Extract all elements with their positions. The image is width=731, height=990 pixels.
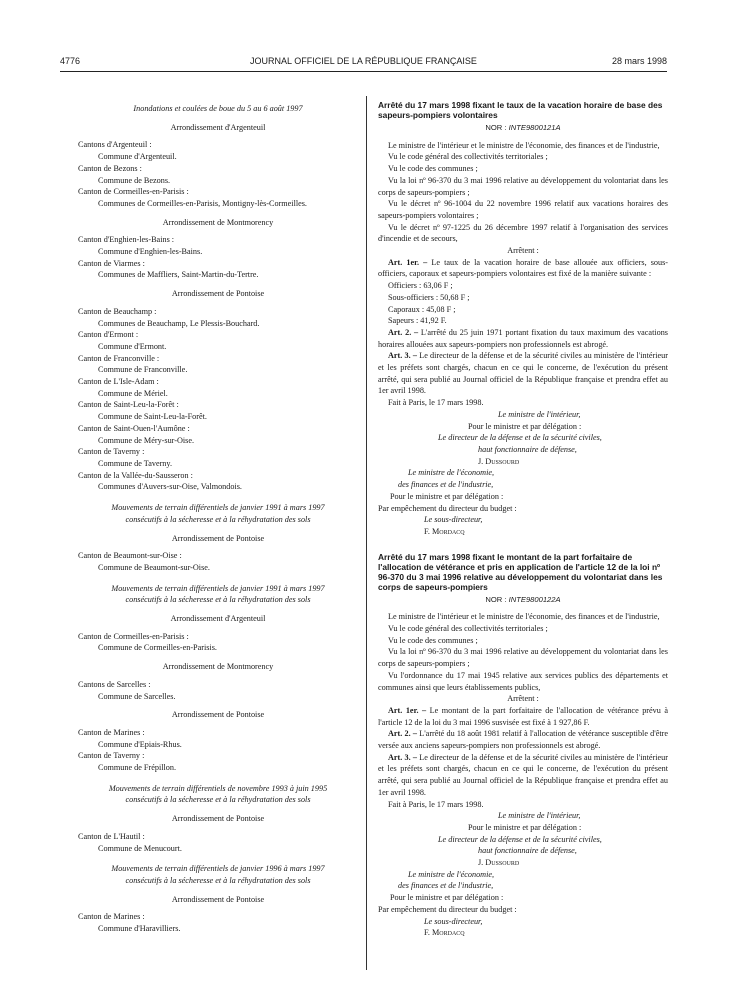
rate-line: Caporaux : 45,08 F ; <box>388 304 456 314</box>
canton-line: Canton de la Vallée-du-Sausseron : <box>78 470 193 480</box>
commune-line: Commune d'Haravilliers. <box>98 924 181 934</box>
commune-line: Commune d'Epiais-Rhus. <box>98 739 182 749</box>
canton-line: Canton de Cormeilles-en-Parisis : <box>78 631 189 641</box>
signature-line: Pour le ministre et par délégation : <box>468 822 582 832</box>
commune-line: Commune de Bezons. <box>98 175 171 185</box>
nor-label: NOR : <box>485 123 507 132</box>
signature-line: Pour le ministre et par délégation : <box>390 893 504 903</box>
arrondissement-heading: Arrondissement d'Argenteuil <box>170 122 266 132</box>
article-3 <box>378 752 668 799</box>
signature-line: des finances et de l'industrie, <box>398 480 494 490</box>
visa-line: Vu le code général des collectivités territoriales ; <box>388 624 548 634</box>
decree-allocation-veterance <box>378 552 668 939</box>
commune-line: Commune de Menucourt. <box>98 843 182 853</box>
nor-reference <box>378 122 668 134</box>
signature-line: Par empêchement du directeur du budget : <box>378 503 517 513</box>
section-title-line: consécutifs à la sécheresse et à la réhydratation des sols <box>125 795 311 805</box>
signature-line: haut fonctionnaire de défense, <box>478 444 577 454</box>
commune-line: Communes de Cormeilles-en-Parisis, Montigny-lès-Cormeilles. <box>98 198 307 208</box>
canton-line: Canton de Marines : <box>78 912 145 922</box>
header-rule <box>60 71 667 72</box>
commune-list <box>78 727 358 774</box>
signature-line: J. Dussourd <box>478 456 520 466</box>
signature-line: Le directeur de la défense et de la sécurité civiles, <box>438 834 602 844</box>
commune-list <box>78 911 358 934</box>
rate-line: Officiers : 63,06 F ; <box>388 281 453 291</box>
arrondissement-heading: Arrondissement de Montmorency <box>162 662 274 672</box>
commune-line: Commune de Méry-sur-Oise. <box>98 435 195 445</box>
signature-line: F. Mordacq <box>424 928 465 938</box>
commune-line: Commune de Beaumont-sur-Oise. <box>98 562 210 572</box>
canton-line: Canton de Viarmes : <box>78 258 145 268</box>
signature-line: Le ministre de l'intérieur, <box>498 811 581 821</box>
commune-line: Commune de Saint-Leu-la-Forêt. <box>98 412 207 422</box>
visa-line: Vu le code des communes ; <box>388 635 478 645</box>
visa-line: Vu le décret nº 96-1004 du 22 novembre 1996 relatif aux vacations horaires des sapeurs-pompiers volontaires ; <box>378 199 668 220</box>
article-2 <box>378 327 668 350</box>
commune-line: Commune de Sarcelles. <box>98 691 176 701</box>
commune-line: Commune de Frépillon. <box>98 763 177 773</box>
section-title <box>78 502 358 525</box>
signature-line: J. Dussourd <box>478 858 520 868</box>
canton-line: Canton de Saint-Leu-la-Forêt : <box>78 400 179 410</box>
article-label: Art. 1er. – <box>388 705 427 715</box>
section-title-line: Mouvements de terrain différentiels de janvier 1996 à mars 1997 <box>111 864 325 874</box>
article-text: Le directeur de la défense et de la sécurité civiles au ministère de l'intérieur et les préfets sont chargés, chacun en ce qui le concerne, de l'exécution du présent arrêté, qui sera publié au Journal officiel de la République française et prendra effet au 1er avril 1998. <box>378 752 669 797</box>
signature-line: F. Mordacq <box>424 526 465 536</box>
commune-line: Commune de Cormeilles-en-Parisis. <box>98 643 217 653</box>
nor-reference <box>378 594 668 606</box>
rate-line: Sapeurs : 41,92 F. <box>388 316 447 326</box>
arrondissement-heading: Arrondissement d'Argenteuil <box>170 614 266 624</box>
article-2 <box>378 728 668 751</box>
signature-place-date: Fait à Paris, le 17 mars 1998. <box>388 799 484 809</box>
signature-place-date: Fait à Paris, le 17 mars 1998. <box>388 398 484 408</box>
visa-line: Vu le code des communes ; <box>388 164 478 174</box>
commune-list <box>78 631 358 654</box>
article-text: Le taux de la vacation horaire de base allouée aux officiers, sous-officiers, caporaux et sapeurs-pompiers volontaires est fixé de la manière suivante : <box>378 257 669 279</box>
page-header <box>60 56 667 70</box>
visa-line: Vu le décret nº 97-1225 du 26 décembre 1997 relatif à l'organisation des services d'incendie et de secours, <box>378 222 668 244</box>
canton-line: Canton d'Ermont : <box>78 330 139 340</box>
left-column <box>78 100 358 935</box>
section-title-line: Mouvements de terrain différentiels de janvier 1991 à mars 1997 <box>111 583 325 593</box>
page-number: 4776 <box>60 56 81 66</box>
signature-line: Le directeur de la défense et de la sécurité civiles, <box>438 433 602 443</box>
commune-line: Commune d'Ermont. <box>98 341 167 351</box>
commune-line: Communes de Beauchamp, Le Plessis-Bouchard. <box>98 318 260 328</box>
article-3 <box>378 350 668 397</box>
article-text: Le montant de la part forfaitaire de l'allocation de vétérance prévu à l'article 12 de la loi du 3 mai 1996 susvisée est fixé à 1 927,86 F. <box>378 705 669 727</box>
section-title <box>78 583 358 606</box>
decree-title: Arrêté du 17 mars 1998 fixant le montant de la part forfaitaire de l'allocation de vétérance et pris en application de l'article 12 de la loi nº 96-370 du 3 mai 1996 relative au développement du volontariat dans les corps de sapeurs-pompiers <box>378 551 663 592</box>
signature-line: haut fonctionnaire de défense, <box>478 846 577 856</box>
arrondissement-heading: Arrondissement de Pontoise <box>171 894 265 904</box>
commune-list <box>78 831 358 854</box>
canton-line: Cantons d'Argenteuil : <box>78 140 152 150</box>
nor-value: INTE9800122A <box>508 594 561 604</box>
signature-line: Pour le ministre et par délégation : <box>390 491 504 501</box>
arrondissement-heading: Arrondissement de Pontoise <box>171 533 265 543</box>
commune-line: Commune d'Enghien-les-Bains. <box>98 247 203 257</box>
signature-line: Le sous-directeur, <box>424 916 483 926</box>
canton-line: Canton de Marines : <box>78 727 145 737</box>
arrondissement-heading: Arrondissement de Pontoise <box>171 710 265 720</box>
signature-line: Pour le ministre et par délégation : <box>468 421 582 431</box>
article-text: L'arrêté du 25 juin 1971 portant fixation du taux maximum des vacations horaires allouées aux sapeurs-pompiers non professionnels est abrogé. <box>378 327 668 349</box>
commune-line: Commune de Taverny. <box>98 458 173 468</box>
journal-title: JOURNAL OFFICIEL DE LA RÉPUBLIQUE FRANÇAISE <box>250 56 477 66</box>
issue-date: 28 mars 1998 <box>611 56 667 66</box>
canton-line: Cantons de Sarcelles : <box>78 679 151 689</box>
section-title <box>78 783 358 806</box>
visa-line: Vu l'ordonnance du 17 mai 1945 relative aux services publics des départements et communes ainsi que leurs établissements publics, <box>378 670 668 692</box>
section-title-line: Mouvements de terrain différentiels de novembre 1993 à juin 1995 <box>108 783 328 793</box>
signature-line: Par empêchement du directeur du budget : <box>378 904 517 914</box>
arrondissement-heading: Arrondissement de Pontoise <box>171 814 265 824</box>
commune-line: Commune de Franconville. <box>98 365 188 375</box>
canton-line: Canton de Beauchamp : <box>78 306 157 316</box>
visa-line: Vu le code général des collectivités territoriales ; <box>388 152 548 162</box>
article-label: Art. 2. – <box>388 327 419 337</box>
commune-line: Commune de Mériel. <box>98 388 168 398</box>
canton-line: Canton de Saint-Ouen-l'Aumône : <box>78 423 190 433</box>
canton-line: Canton d'Enghien-les-Bains : <box>78 235 175 245</box>
canton-line: Canton de Cormeilles-en-Parisis : <box>78 187 189 197</box>
commune-list <box>78 550 358 573</box>
decree-vacation-horaire <box>378 100 668 538</box>
canton-line: Canton de Taverny : <box>78 751 145 761</box>
article-label: Art. 3. – <box>388 351 417 361</box>
signature-line: Le ministre de l'économie, <box>408 468 495 478</box>
visa-line: Vu la loi nº 96-370 du 3 mai 1996 relative au développement du volontariat dans les corps de sapeurs-pompiers ; <box>378 175 668 197</box>
section-title <box>78 863 358 886</box>
commune-list <box>78 234 358 281</box>
article-label: Art. 2. – <box>388 729 417 739</box>
signature-line: Le sous-directeur, <box>424 515 483 525</box>
section-title-line: consécutifs à la sécheresse et à la réhydratation des sols <box>125 875 311 885</box>
article-text: Le directeur de la défense et de la sécurité civiles au ministère de l'intérieur et les préfets sont chargés, chacun en ce qui le concerne, de l'exécution du présent arrêté, qui sera publié au Journal officiel de la République française et prendra effet au 1er avril 1998. <box>378 351 669 396</box>
canton-line: Canton de Franconville : <box>78 353 160 363</box>
canton-line: Canton de Taverny : <box>78 447 145 457</box>
column-divider <box>366 96 367 970</box>
commune-line: Communes d'Auvers-sur-Oise, Valmondois. <box>98 482 242 492</box>
arretent-label: Arrêtent : <box>507 246 539 256</box>
commune-line: Communes de Maffliers, Saint-Martin-du-Tertre. <box>98 270 259 280</box>
canton-line: Canton de L'Hautil : <box>78 831 145 841</box>
right-column <box>378 100 668 939</box>
section-title-line: consécutifs à la sécheresse et à la réhydratation des sols <box>125 514 311 524</box>
arrondissement-heading: Arrondissement de Montmorency <box>162 217 274 227</box>
decree-intro: Le ministre de l'intérieur et le ministre de l'économie, des finances et de l'industrie, <box>388 140 660 150</box>
arretent-label: Arrêtent : <box>507 694 539 704</box>
decree-intro: Le ministre de l'intérieur et le ministre de l'économie, des finances et de l'industrie, <box>388 612 660 622</box>
nor-label: NOR : <box>485 594 507 604</box>
canton-line: Canton de Beaumont-sur-Oise : <box>78 551 182 561</box>
article-label: Art. 1er. – <box>388 257 428 267</box>
visa-line: Vu la loi nº 96-370 du 3 mai 1996 relative au développement du volontariat dans les corps de sapeurs-pompiers ; <box>378 647 668 669</box>
signature-line: des finances et de l'industrie, <box>398 881 494 891</box>
section-title: Inondations et coulées de boue du 5 au 6 août 1997 <box>133 104 303 113</box>
commune-list <box>78 679 358 702</box>
section-title-line: consécutifs à la sécheresse et à la réhydratation des sols <box>125 595 311 605</box>
rate-line: Sous-officiers : 50,68 F ; <box>388 292 470 302</box>
article-1 <box>378 257 668 280</box>
article-text: L'arrêté du 18 août 1981 relatif à l'allocation de vétérance susceptible d'être versée aux anciens sapeurs-pompiers non professionnels est abrogé. <box>378 729 669 751</box>
signature-line: Le ministre de l'intérieur, <box>498 409 581 419</box>
signature-line: Le ministre de l'économie, <box>408 869 495 879</box>
canton-line: Canton de L'Isle-Adam : <box>78 377 159 387</box>
arrondissement-heading: Arrondissement de Pontoise <box>171 289 265 299</box>
commune-list <box>78 306 358 493</box>
nor-value: INTE9800121A <box>508 123 561 132</box>
commune-line: Commune d'Argenteuil. <box>98 152 177 162</box>
canton-line: Canton de Bezons : <box>78 163 142 173</box>
article-1 <box>378 705 668 728</box>
article-label: Art. 3. – <box>388 752 417 762</box>
section-title-line: Mouvements de terrain différentiels de janvier 1991 à mars 1997 <box>111 503 325 513</box>
decree-title: Arrêté du 17 mars 1998 fixant le taux de la vacation horaire de base des sapeurs-pompiers volontaires <box>378 100 663 120</box>
commune-list <box>78 139 358 209</box>
